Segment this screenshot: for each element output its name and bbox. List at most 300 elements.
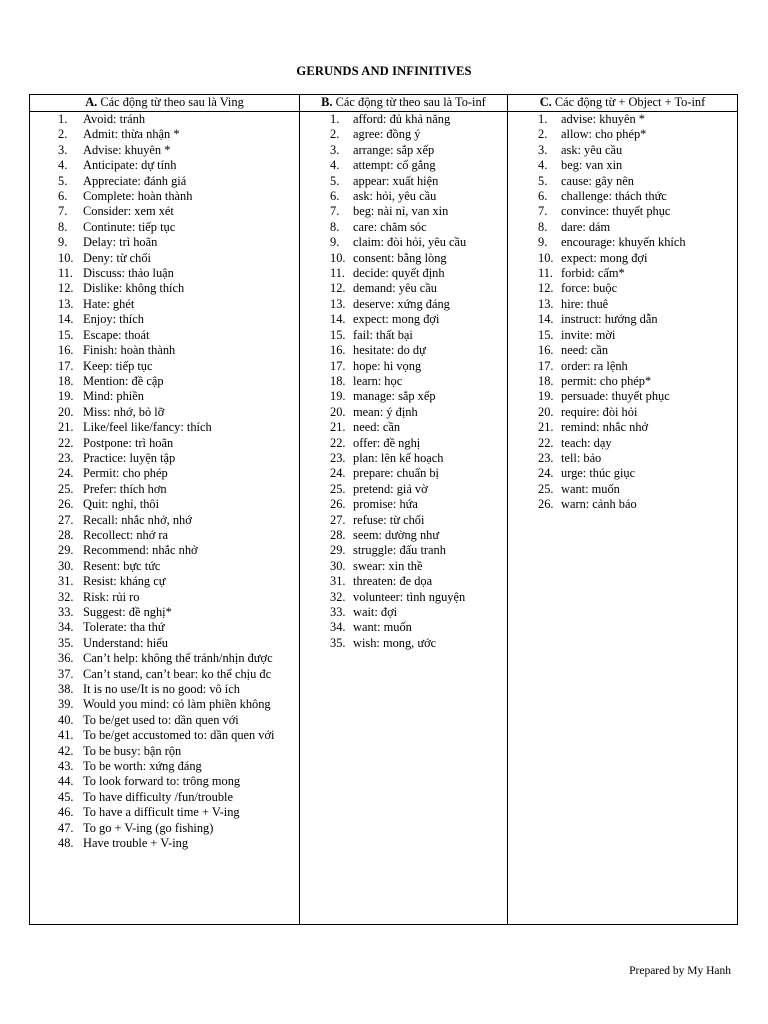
- item-number: 16.: [330, 343, 346, 358]
- item-number: 1.: [58, 112, 68, 126]
- item-text: Mind: phiền: [83, 389, 144, 404]
- item-number: 14.: [330, 312, 346, 327]
- item-text: encourage: khuyến khích: [561, 235, 686, 250]
- item-number: 48.: [58, 836, 74, 851]
- list-item: [300, 251, 507, 266]
- item-text: Deny: từ chối: [83, 250, 151, 265]
- item-number: 4.: [538, 158, 548, 173]
- item-number: 45.: [58, 789, 74, 804]
- list-item: [508, 266, 737, 281]
- item-text: Delay: trì hoãn: [83, 235, 158, 250]
- item-text: warn: cảnh báo: [561, 497, 637, 512]
- list-item: [30, 574, 299, 589]
- item-number: 43.: [58, 759, 74, 774]
- list-item: [300, 590, 507, 605]
- item-text: Postpone: trì hoãn: [83, 435, 174, 450]
- item-number: 27.: [58, 512, 74, 527]
- item-number: 3.: [330, 142, 340, 157]
- item-text: promise: hứa: [353, 497, 418, 512]
- item-text: beg: van xin: [561, 158, 623, 173]
- item-text: Hate: ghét: [83, 296, 135, 311]
- list-item: [30, 713, 299, 728]
- item-text: refuse: từ chối: [353, 512, 425, 527]
- document-title: GERUNDS AND INFINITIVES: [296, 64, 472, 78]
- item-number: 22.: [538, 435, 554, 450]
- item-text: instruct: hướng dẫn: [561, 312, 658, 327]
- item-number: 5.: [58, 173, 68, 188]
- item-number: 35.: [58, 635, 74, 650]
- list-item: [508, 112, 737, 127]
- item-number: 31.: [58, 574, 74, 589]
- item-number: 25.: [58, 481, 74, 496]
- column-letter: A.: [85, 95, 98, 109]
- item-number: 20.: [58, 404, 74, 419]
- item-text: consent: bằng lòng: [353, 250, 447, 265]
- list-item: [30, 328, 299, 343]
- list-item: [300, 312, 507, 327]
- item-number: 24.: [58, 466, 74, 481]
- item-number: 28.: [330, 527, 346, 542]
- item-text: challenge: thách thức: [561, 189, 667, 204]
- item-text: manage: sắp xếp: [353, 389, 436, 404]
- list-item: [30, 744, 299, 759]
- list-item: [30, 528, 299, 543]
- item-number: 7.: [330, 204, 340, 219]
- item-text: invite: mời: [561, 327, 616, 342]
- item-text: Suggest: đề nghị*: [83, 605, 172, 619]
- list-item: [30, 389, 299, 404]
- item-number: 23.: [538, 450, 554, 465]
- item-number: 21.: [58, 420, 74, 435]
- item-number: 14.: [58, 312, 74, 327]
- item-number: 12.: [538, 281, 554, 296]
- list-item: [508, 359, 737, 374]
- item-text: Mention: đề cập: [83, 373, 164, 388]
- list-item: [508, 143, 737, 158]
- list-item: [30, 667, 299, 682]
- list-item: [300, 328, 507, 343]
- list-item: [30, 636, 299, 651]
- list-item: [300, 497, 507, 512]
- item-number: 19.: [58, 389, 74, 404]
- item-number: 33.: [58, 605, 74, 619]
- item-text: arrange: sắp xếp: [353, 142, 435, 157]
- item-text: Practice: luyện tập: [83, 450, 176, 465]
- item-text: remind: nhắc nhở: [561, 420, 649, 435]
- item-number: 1.: [538, 112, 548, 126]
- item-number: 18.: [58, 373, 74, 388]
- list-item: [30, 790, 299, 805]
- list-item: [300, 235, 507, 250]
- author-credit: Prepared by My Hanh: [629, 965, 731, 977]
- item-number: 6.: [538, 189, 548, 204]
- item-number: 46.: [58, 805, 74, 820]
- list-item: [30, 451, 299, 466]
- item-number: 17.: [330, 358, 346, 373]
- verb-list: [30, 112, 299, 852]
- item-number: 7.: [538, 204, 548, 219]
- item-text: want: muốn: [353, 620, 412, 635]
- item-text: Have trouble + V-ing: [83, 836, 189, 851]
- item-text: Appreciate: đánh giá: [83, 173, 187, 188]
- list-item: [300, 297, 507, 312]
- list-item: [300, 513, 507, 528]
- item-text: ask: yêu cầu: [561, 142, 623, 157]
- list-item: [300, 620, 507, 635]
- item-text: Permit: cho phép: [83, 466, 168, 481]
- item-number: 10.: [538, 250, 554, 265]
- list-item: [30, 420, 299, 435]
- item-text: Like/feel like/fancy: thích: [83, 420, 212, 435]
- item-number: 14.: [538, 312, 554, 327]
- item-text: permit: cho phép*: [561, 373, 652, 388]
- item-number: 10.: [330, 250, 346, 265]
- item-number: 23.: [330, 450, 346, 465]
- item-text: require: đòi hỏi: [561, 404, 638, 419]
- item-text: Can’t help: không thể tránh/nhịn được: [83, 651, 273, 666]
- item-text: dare: dám: [561, 219, 611, 234]
- item-number: 26.: [330, 497, 346, 512]
- item-text: need: cần: [353, 420, 401, 435]
- list-item: [30, 174, 299, 189]
- item-number: 7.: [58, 204, 68, 219]
- item-number: 5.: [538, 173, 548, 188]
- verb-table: [29, 94, 738, 925]
- item-text: cause: gây nên: [561, 173, 634, 188]
- item-number: 10.: [58, 250, 74, 265]
- list-item: [508, 158, 737, 173]
- list-item: [30, 359, 299, 374]
- item-number: 13.: [58, 296, 74, 311]
- list-item: [300, 266, 507, 281]
- item-text: need: cần: [561, 343, 609, 358]
- list-item: [300, 574, 507, 589]
- item-text: care: chăm sóc: [353, 219, 427, 234]
- item-text: Advise: khuyên *: [83, 142, 171, 157]
- list-item: [508, 482, 737, 497]
- item-text: Recollect: nhớ ra: [83, 527, 168, 542]
- list-item: [30, 836, 299, 851]
- item-number: 39.: [58, 697, 74, 712]
- list-item: [300, 374, 507, 389]
- list-item: [300, 543, 507, 558]
- item-number: 36.: [58, 651, 74, 666]
- item-text: pretend: giả vờ: [353, 481, 428, 496]
- column-heading: Các động từ theo sau là Ving: [100, 95, 244, 109]
- list-item: [300, 174, 507, 189]
- item-text: expect: mong đợi: [353, 312, 440, 327]
- list-item: [300, 281, 507, 296]
- list-item: [300, 482, 507, 497]
- item-text: agree: đồng ý: [353, 127, 421, 142]
- item-text: Prefer: thích hơn: [83, 481, 167, 496]
- item-text: Quit: nghỉ, thôi: [83, 497, 160, 512]
- item-text: Anticipate: dự tính: [83, 158, 177, 173]
- item-number: 42.: [58, 743, 74, 758]
- verb-list: [300, 112, 507, 651]
- list-item: [508, 189, 737, 204]
- list-item: [30, 513, 299, 528]
- item-text: afford: đủ khả năng: [353, 112, 451, 126]
- item-number: 21.: [330, 420, 346, 435]
- item-text: Miss: nhớ, bỏ lỡ: [83, 404, 165, 419]
- list-item: [30, 466, 299, 481]
- list-item: [30, 204, 299, 219]
- list-item: [300, 466, 507, 481]
- list-item: [30, 482, 299, 497]
- item-text: Avoid: tránh: [83, 112, 146, 126]
- item-number: 12.: [58, 281, 74, 296]
- item-text: offer: đề nghị: [353, 435, 421, 450]
- item-text: wait: đợi: [353, 605, 398, 619]
- item-text: persuade: thuyết phục: [561, 389, 670, 404]
- item-number: 29.: [330, 543, 346, 558]
- item-number: 13.: [330, 296, 346, 311]
- list-item: [30, 728, 299, 743]
- item-number: 8.: [58, 219, 68, 234]
- item-number: 22.: [58, 435, 74, 450]
- list-item: [300, 436, 507, 451]
- list-item: [508, 389, 737, 404]
- item-text: decide: quyết định: [353, 266, 445, 281]
- list-item: [508, 497, 737, 512]
- item-text: Consider: xem xét: [83, 204, 174, 219]
- item-text: advise: khuyên *: [561, 112, 645, 126]
- list-item: [300, 559, 507, 574]
- list-item: [508, 204, 737, 219]
- item-number: 35.: [330, 635, 346, 650]
- list-item: [508, 466, 737, 481]
- list-item: [508, 127, 737, 142]
- column-gerund-verbs: [30, 95, 299, 924]
- item-number: 25.: [330, 481, 346, 496]
- item-text: wish: mong, ước: [353, 635, 437, 650]
- item-number: 13.: [538, 296, 554, 311]
- list-item: [508, 405, 737, 420]
- item-number: 20.: [538, 404, 554, 419]
- list-item: [300, 143, 507, 158]
- item-number: 32.: [330, 589, 346, 604]
- item-number: 16.: [58, 343, 74, 358]
- item-number: 2.: [330, 127, 340, 142]
- list-item: [300, 636, 507, 651]
- item-number: 26.: [58, 497, 74, 512]
- list-item: [300, 112, 507, 127]
- item-text: seem: dường như: [353, 527, 440, 542]
- item-number: 19.: [330, 389, 346, 404]
- column-heading: Các động từ + Object + To-inf: [554, 95, 706, 109]
- list-item: [508, 312, 737, 327]
- item-text: prepare: chuẩn bị: [353, 466, 440, 481]
- item-number: 37.: [58, 666, 74, 681]
- item-text: To be/get used to: dần quen với: [83, 712, 239, 727]
- list-item: [300, 343, 507, 358]
- list-item: [300, 605, 507, 620]
- column-heading: Các động từ theo sau là To-inf: [335, 95, 486, 109]
- item-number: 24.: [538, 466, 554, 481]
- list-item: [30, 559, 299, 574]
- item-number: 17.: [58, 358, 74, 373]
- list-item: [30, 605, 299, 620]
- item-number: 1.: [330, 112, 340, 126]
- verb-list: [508, 112, 737, 513]
- list-item: [508, 420, 737, 435]
- list-item: [30, 590, 299, 605]
- item-number: 47.: [58, 820, 74, 835]
- item-number: 26.: [538, 497, 554, 512]
- list-item: [30, 682, 299, 697]
- item-text: It is no use/It is no good: vô ích: [83, 682, 240, 697]
- item-number: 24.: [330, 466, 346, 481]
- list-item: [508, 235, 737, 250]
- list-item: [30, 343, 299, 358]
- list-item: [30, 235, 299, 250]
- list-item: [300, 204, 507, 219]
- column-letter: C.: [539, 95, 552, 109]
- item-text: Tolerate: tha thứ: [83, 620, 165, 635]
- item-text: Recommend: nhắc nhở: [83, 543, 198, 558]
- list-item: [508, 374, 737, 389]
- item-text: To be/get accustomed to: dần quen với: [83, 728, 275, 743]
- list-item: [30, 821, 299, 836]
- item-text: struggle: đấu tranh: [353, 543, 446, 558]
- item-number: 44.: [58, 774, 74, 789]
- item-number: 38.: [58, 682, 74, 697]
- list-item: [30, 374, 299, 389]
- item-number: 2.: [58, 127, 68, 142]
- item-text: demand: yêu cầu: [353, 281, 437, 296]
- item-number: 18.: [538, 373, 554, 388]
- item-number: 33.: [330, 605, 346, 619]
- item-number: 9.: [330, 235, 340, 250]
- list-item: [508, 220, 737, 235]
- item-number: 34.: [58, 620, 74, 635]
- item-number: 3.: [538, 142, 548, 157]
- item-text: hesitate: do dự: [353, 343, 426, 358]
- list-item: [300, 420, 507, 435]
- list-item: [508, 297, 737, 312]
- item-number: 3.: [58, 142, 68, 157]
- item-number: 41.: [58, 728, 74, 743]
- item-number: 25.: [538, 481, 554, 496]
- item-text: Discuss: thảo luận: [83, 266, 174, 281]
- item-number: 30.: [330, 558, 346, 573]
- column-header: [30, 95, 299, 112]
- item-text: Admit: thừa nhận *: [83, 127, 180, 142]
- item-number: 15.: [538, 327, 554, 342]
- list-item: [30, 143, 299, 158]
- item-text: force: buộc: [561, 281, 618, 296]
- list-item: [30, 774, 299, 789]
- item-text: mean: ý định: [353, 404, 418, 419]
- column-to-infinitive-verbs: [299, 95, 507, 924]
- list-item: [300, 359, 507, 374]
- item-number: 11.: [330, 266, 346, 281]
- item-text: Continute: tiếp tục: [83, 219, 176, 234]
- item-text: fail: thất bại: [353, 327, 413, 342]
- item-number: 12.: [330, 281, 346, 296]
- item-number: 27.: [330, 512, 346, 527]
- list-item: [300, 405, 507, 420]
- item-number: 9.: [58, 235, 68, 250]
- list-item: [300, 158, 507, 173]
- item-text: hire: thuê: [561, 296, 609, 311]
- item-text: convince: thuyết phục: [561, 204, 671, 219]
- item-text: volunteer: tình nguyện: [353, 589, 466, 604]
- item-number: 9.: [538, 235, 548, 250]
- list-item: [30, 651, 299, 666]
- list-item: [30, 281, 299, 296]
- item-text: plan: lên kế hoạch: [353, 450, 444, 465]
- item-number: 20.: [330, 404, 346, 419]
- column-letter: B.: [321, 95, 333, 109]
- item-number: 2.: [538, 127, 548, 142]
- item-text: Dislike: không thích: [83, 281, 185, 296]
- item-text: beg: nài nỉ, van xin: [353, 204, 449, 219]
- list-item: [508, 251, 737, 266]
- item-text: Escape: thoát: [83, 327, 150, 342]
- item-text: swear: xin thề: [353, 558, 423, 573]
- item-number: 19.: [538, 389, 554, 404]
- list-item: [30, 266, 299, 281]
- list-item: [30, 543, 299, 558]
- item-number: 15.: [330, 327, 346, 342]
- item-text: hope: hi vọng: [353, 358, 422, 373]
- item-text: To look forward to: trông mong: [83, 774, 241, 789]
- item-number: 6.: [330, 189, 340, 204]
- item-text: allow: cho phép*: [561, 127, 647, 142]
- list-item: [508, 436, 737, 451]
- item-number: 4.: [330, 158, 340, 173]
- item-text: teach: dạy: [561, 435, 612, 450]
- item-text: claim: đòi hỏi, yêu cầu: [353, 235, 467, 250]
- item-text: Enjoy: thích: [83, 312, 144, 327]
- list-item: [30, 251, 299, 266]
- list-item: [30, 127, 299, 142]
- list-item: [300, 220, 507, 235]
- list-item: [508, 343, 737, 358]
- item-number: 8.: [330, 219, 340, 234]
- list-item: [508, 281, 737, 296]
- item-number: 8.: [538, 219, 548, 234]
- item-number: 22.: [330, 435, 346, 450]
- item-number: 28.: [58, 527, 74, 542]
- column-header: [300, 95, 507, 112]
- item-text: Would you mind: có làm phiền không: [83, 697, 271, 712]
- list-item: [30, 189, 299, 204]
- column-object-to-infinitive-verbs: [507, 95, 737, 924]
- item-text: learn: học: [353, 373, 403, 388]
- column-header: [508, 95, 737, 112]
- item-text: Recall: nhắc nhở, nhớ: [83, 512, 192, 527]
- item-text: ask: hỏi, yêu cầu: [353, 189, 437, 204]
- item-number: 11.: [538, 266, 554, 281]
- item-number: 31.: [330, 574, 346, 589]
- item-number: 11.: [58, 266, 74, 281]
- list-item: [30, 405, 299, 420]
- list-item: [30, 158, 299, 173]
- item-text: Finish: hoàn thành: [83, 343, 176, 358]
- item-number: 34.: [330, 620, 346, 635]
- item-number: 5.: [330, 173, 340, 188]
- item-number: 40.: [58, 712, 74, 727]
- item-number: 32.: [58, 589, 74, 604]
- item-text: To be worth: xứng đáng: [83, 759, 202, 774]
- item-text: To be busy: bận rộn: [83, 743, 182, 758]
- item-text: order: ra lệnh: [561, 358, 628, 373]
- item-text: forbid: cấm*: [561, 266, 625, 281]
- list-item: [30, 697, 299, 712]
